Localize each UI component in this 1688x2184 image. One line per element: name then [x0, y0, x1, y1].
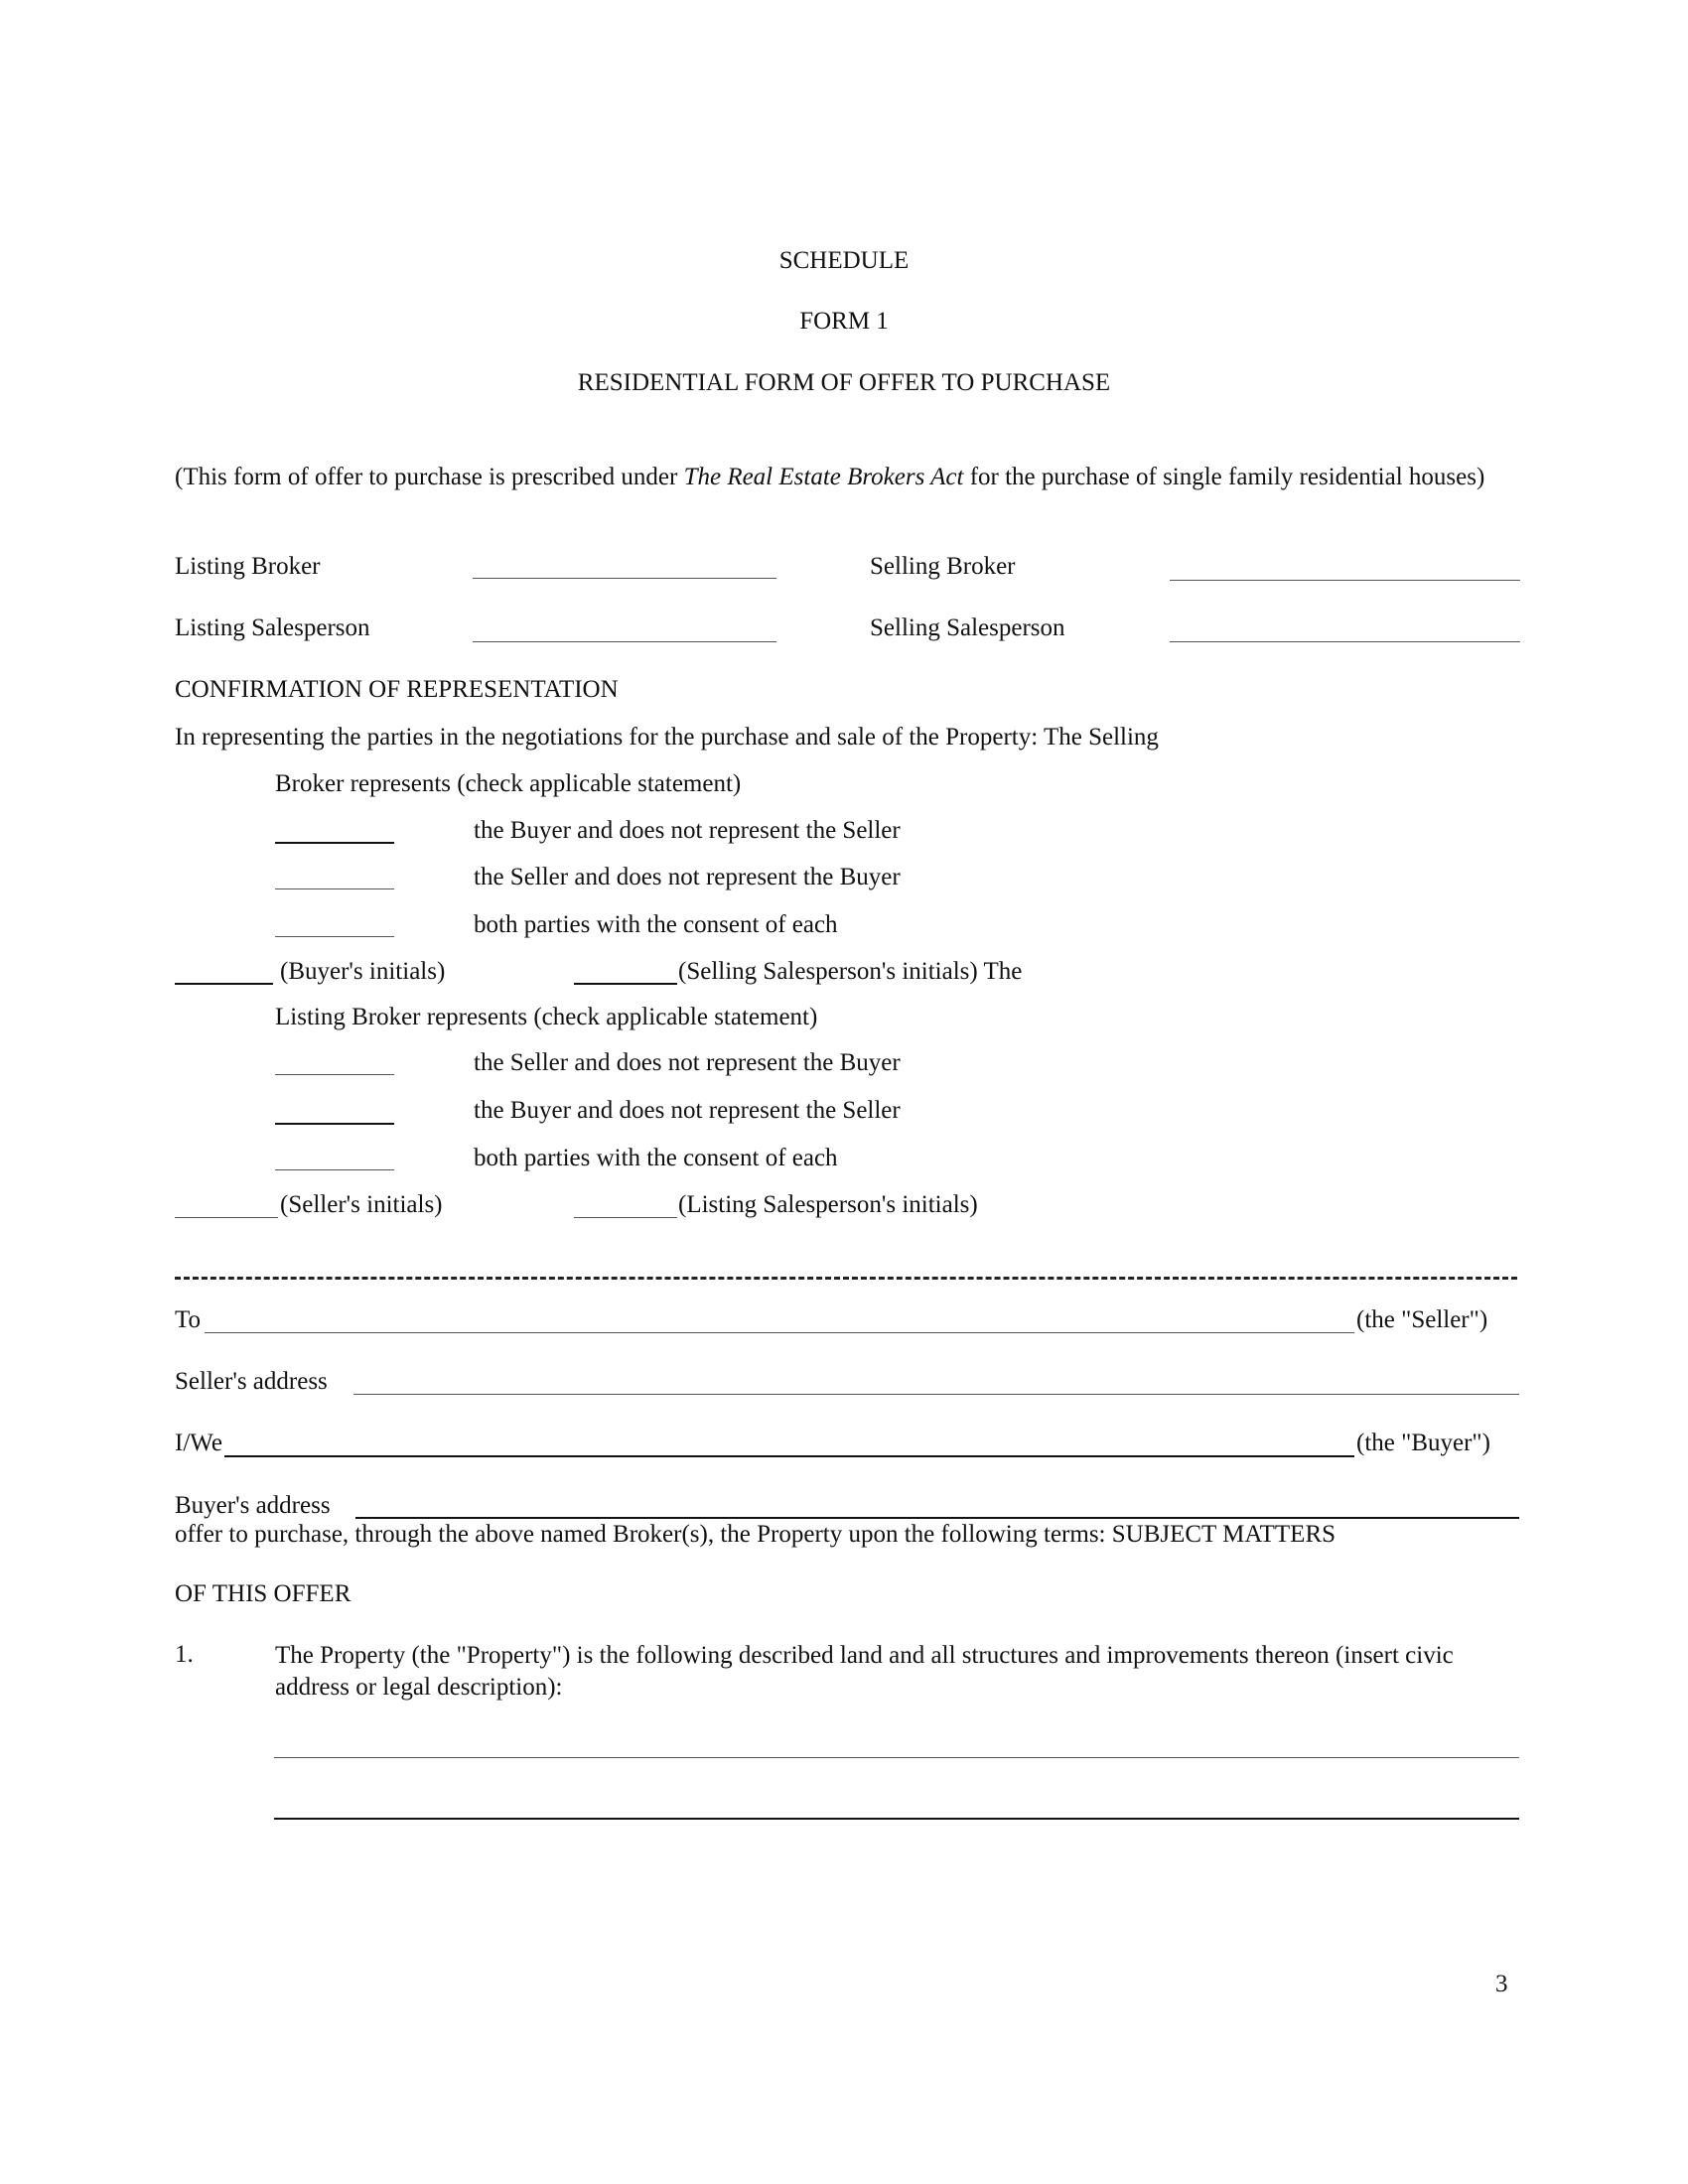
- buyer-initials-field[interactable]: [175, 983, 273, 985]
- listing-salesperson-field[interactable]: [473, 641, 776, 642]
- seller-initials-label: (Seller's initials): [280, 1191, 443, 1218]
- selling-salesperson-initials-field[interactable]: [574, 983, 677, 985]
- property-description-line-2[interactable]: [274, 1818, 1519, 1820]
- schedule-heading: SCHEDULE: [778, 247, 910, 274]
- seller-address-field[interactable]: [353, 1394, 1519, 1395]
- listing-broker-represents: Listing Broker represents (check applicable statement): [275, 1004, 818, 1030]
- selling-option-2-label: the Seller and does not represent the Buyer: [474, 864, 901, 890]
- buyer-address-field[interactable]: [355, 1517, 1519, 1519]
- buyer-address-label: Buyer's address: [175, 1492, 331, 1519]
- listing-broker-label: Listing Broker: [175, 553, 321, 580]
- listing-salesperson-initials-field[interactable]: [574, 1217, 677, 1218]
- listing-option-1-label: the Seller and does not represent the Buyer: [474, 1049, 901, 1076]
- selling-broker-field[interactable]: [1170, 580, 1520, 581]
- selling-salesperson-field[interactable]: [1170, 641, 1520, 642]
- section-1-text: The Property (the "Property") is the following described land and all structures and improvements thereon (insert civic address or legal description):: [275, 1642, 1454, 1701]
- to-label: To: [175, 1306, 202, 1333]
- offer-heading: OF THIS OFFER: [175, 1580, 352, 1607]
- intro-text-after: for the purchase of single family residential houses): [963, 464, 1485, 490]
- listing-option-3-label: both parties with the consent of each: [474, 1145, 838, 1171]
- iwe-label: I/We: [175, 1430, 222, 1456]
- seller-address-label: Seller's address: [175, 1368, 328, 1395]
- selling-salesperson-label: Selling Salesperson: [870, 614, 1065, 641]
- page-title: RESIDENTIAL FORM OF OFFER TO PURCHASE: [577, 369, 1111, 396]
- selling-option-1-check[interactable]: [275, 842, 394, 844]
- listing-option-2-label: the Buyer and does not represent the Seller: [474, 1097, 901, 1124]
- selling-broker-label: Selling Broker: [870, 553, 1016, 580]
- confirmation-intro: In representing the parties in the negotiations for the purchase and sale of the Property: The Selling: [175, 724, 1159, 751]
- selling-option-3-label: both parties with the consent of each: [474, 911, 838, 938]
- offer-text: offer to purchase, through the above named Broker(s), the Property upon the following terms: SUBJECT MATTERS: [175, 1521, 1336, 1548]
- property-description-line-1[interactable]: [274, 1757, 1519, 1758]
- section-divider: [175, 1277, 1517, 1280]
- listing-broker-field[interactable]: [473, 578, 776, 579]
- buyer-initials-label: (Buyer's initials): [280, 958, 446, 985]
- buyer-suffix: (the "Buyer"): [1356, 1430, 1490, 1456]
- seller-initials-field[interactable]: [175, 1217, 278, 1218]
- listing-option-1-check[interactable]: [275, 1074, 394, 1075]
- selling-salesperson-initials-label: (Selling Salesperson's initials) The: [678, 958, 1023, 985]
- confirmation-heading: CONFIRMATION OF REPRESENTATION: [175, 676, 619, 703]
- form-heading: FORM 1: [799, 308, 889, 335]
- seller-name-field[interactable]: [205, 1332, 1354, 1333]
- listing-option-3-check[interactable]: [275, 1169, 394, 1170]
- seller-suffix: (the "Seller"): [1356, 1306, 1488, 1333]
- intro-text-before: (This form of offer to purchase is prescribed under: [175, 464, 684, 490]
- selling-option-3-check[interactable]: [275, 936, 394, 937]
- selling-broker-represents: Broker represents (check applicable statement): [275, 770, 742, 797]
- buyer-name-field[interactable]: [224, 1455, 1354, 1457]
- listing-salesperson-label: Listing Salesperson: [175, 614, 370, 641]
- selling-option-2-check[interactable]: [275, 888, 394, 889]
- intro-paragraph: [175, 462, 1505, 493]
- section-1-number: 1.: [175, 1641, 194, 1668]
- page-number: 3: [1495, 1971, 1508, 1997]
- listing-salesperson-initials-label: (Listing Salesperson's initials): [678, 1191, 978, 1218]
- act-name: The Real Estate Brokers Act: [683, 464, 964, 490]
- selling-option-1-label: the Buyer and does not represent the Seller: [474, 817, 901, 844]
- listing-option-2-check[interactable]: [275, 1123, 394, 1125]
